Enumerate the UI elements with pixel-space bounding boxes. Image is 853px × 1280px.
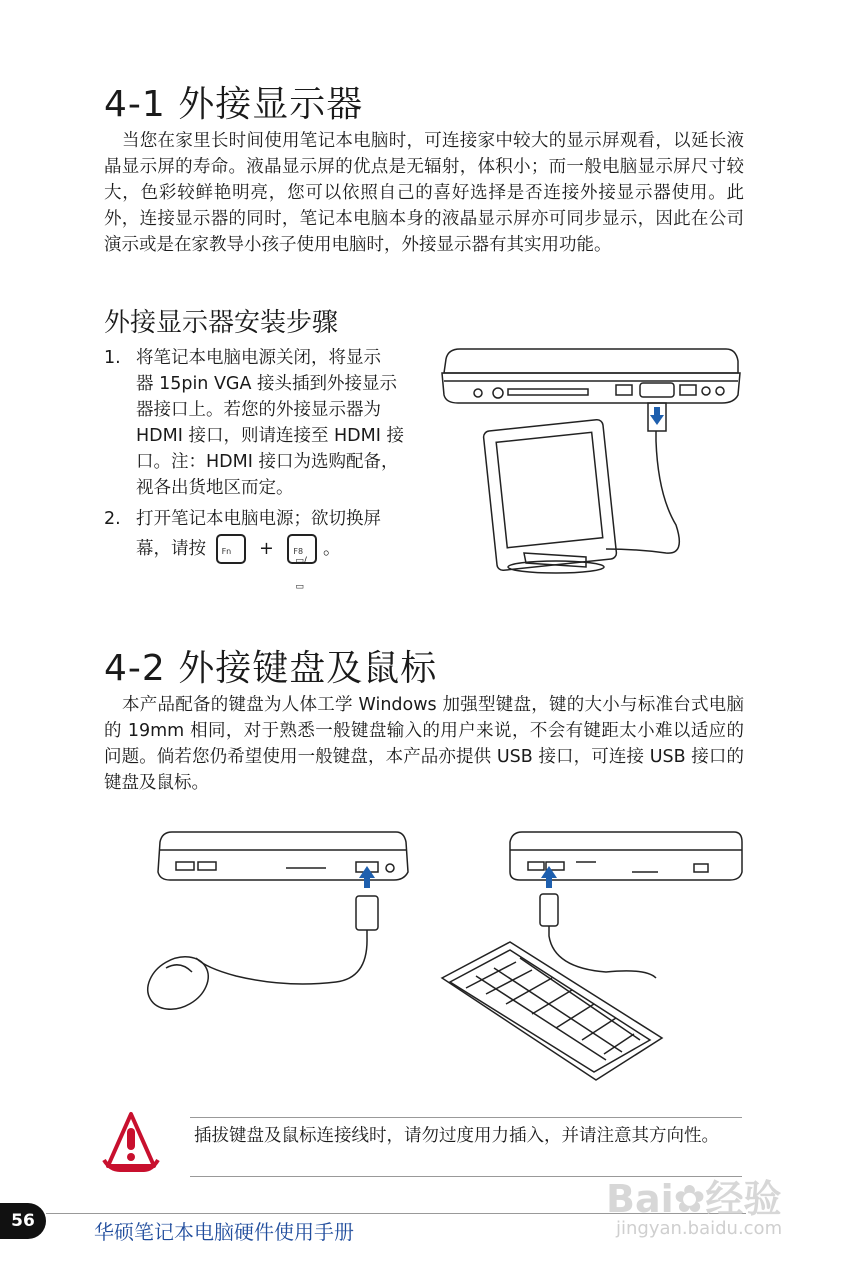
f8-key-icon [287, 534, 317, 592]
step-1-line: 将笔记本电脑电源关闭，将显示 [136, 348, 381, 368]
monitor-screen [496, 432, 603, 547]
arrow-icon [650, 407, 664, 425]
display-switch-icon: ▭/▭ [295, 556, 307, 592]
step-2-end: 。 [322, 539, 341, 559]
f8-key-label: F8 [293, 547, 304, 556]
keyboard-body [442, 942, 662, 1080]
manual-title: 华硕笔记本电脑硬件使用手册 [94, 1220, 354, 1244]
watermark-brand: Bai [606, 1177, 674, 1221]
page-number: 56 [0, 1203, 46, 1239]
step-2-text [136, 506, 381, 592]
paw-icon: ✿ [673, 1177, 706, 1221]
section-4-2-intro: 本产品配备的键盘为人体工学 Windows 加强型键盘，键的大小与标准台式电脑的 19mm 相同，对于熟悉一般键盘输入的用户来说，不会有键距太小难以适应的问题。倘若您仍希望使用一般键盘，本产品亦提供 USB 接口，可连接 USB 接口的键盘及鼠标。 [104, 695, 744, 793]
warning-icon [100, 1110, 162, 1174]
usb-plug [540, 894, 558, 926]
plus-sign: + [259, 539, 274, 559]
warning-text: 插拔键盘及鼠标连接线时，请勿过度用力插入，并请注意其方向性。 [194, 1126, 719, 1146]
laptop-keyboard-illustration [436, 828, 746, 1098]
step-1-number: 1. [104, 348, 121, 368]
baidu-watermark [606, 1168, 782, 1223]
step-2-line: 幕，请按 [136, 539, 206, 559]
section-title-4-1: 4-1 外接显示器 [104, 84, 364, 125]
step-2-number: 2. [104, 509, 121, 529]
step-1-line: 器接口上。若您的外接显示器为 [136, 400, 381, 420]
step-1 [104, 345, 434, 505]
mouse-body [138, 946, 217, 1018]
fn-key-label: Fn [221, 547, 232, 556]
step-1-line: HDMI 接口，则请连接至 HDMI 接 [136, 426, 404, 446]
arrow-icon [359, 866, 375, 888]
usb-port [528, 862, 544, 870]
watermark-brand2: 经验 [705, 1177, 782, 1221]
laptop-monitor-illustration [436, 345, 746, 575]
fn-key-icon [216, 534, 246, 564]
step-1-line: 口。注：HDMI 接口为选购配备， [136, 452, 399, 472]
monitor-stand [524, 553, 586, 567]
step-2-line-keys [136, 534, 381, 592]
install-steps-heading: 外接显示器安装步骤 [104, 308, 339, 338]
watermark-url: jingyan.baidu.com [616, 1218, 783, 1239]
step-1-line: 视各出货地区而定。 [136, 478, 294, 498]
laptop-mouse-illustration [136, 828, 416, 1018]
step-1-text [136, 345, 404, 501]
section-title-4-2: 4-2 外接键盘及鼠标 [104, 648, 438, 689]
usb-plug [356, 896, 378, 930]
step-2-line: 打开笔记本电脑电源；欲切换屏 [136, 509, 381, 529]
section-4-1-intro: 当您在家里长时间使用笔记本电脑时，可连接家中较大的显示屏观看，以延长液晶显示屏的寿命。液晶显示屏的优点是无辐射，体积小；而一般电脑显示屏尺寸较大，色彩较鲜艳明亮，您可以依照自己的喜好选择是否连接外接显示器使用。此外，连接显示器的同时，笔记本电脑本身的液晶显示屏亦可同步显示，因此在公司演示或是在家教导小孩子使用电脑时，外接显示器有其实用功能。 [104, 131, 744, 255]
laptop-lid [444, 349, 738, 373]
step-2 [104, 506, 434, 592]
step-1-line: 器 15pin VGA 接头插到外接显示 [136, 374, 398, 394]
